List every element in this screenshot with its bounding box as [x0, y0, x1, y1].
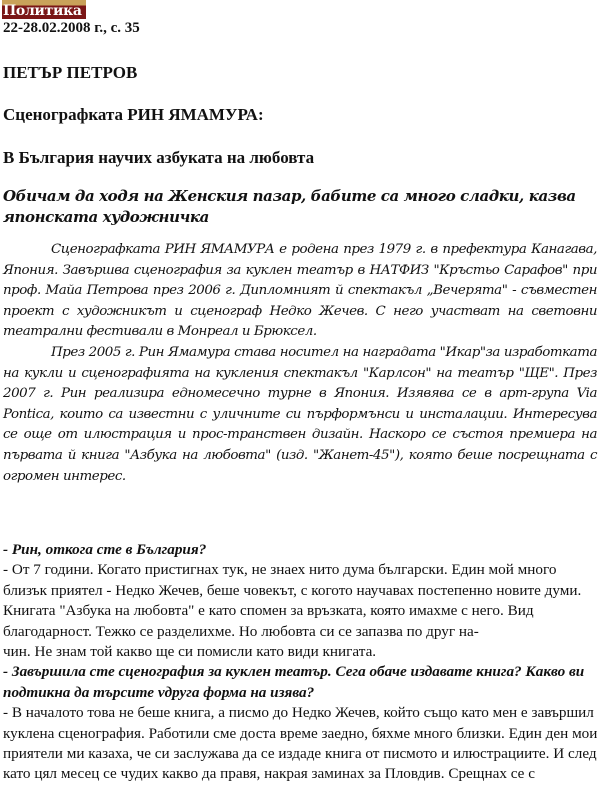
headline-primary: Сценографката РИН ЯМАМУРА: — [3, 105, 264, 124]
intro-paragraph: През 2005 г. Рин Ямамура става носител на наградата "Икар"за изработката на кукли и сценографията на кукления спектакъл "Карлсон" на театър "ЩЕ". През 2007 г. Рин реализира едномесечно турне в Япония. Изявява се в арт-група Via Pontica, които са известни с уличните си пърформънси и инсталации. Интересува се още от илюстрация и прос-транствен дизайн. Наскоро се състоя премиера на първата й книга "Азбука на любовта" (изд. "Жанет-45"), която беше посрещната с огромен интерес. — [3, 344, 597, 484]
interview-answer: - В началото това не беше книга, а писмо до Недко Жечев, който също като мен е завършил куклена сценография. Работили сме доста време заедно, бяхме много близки. Един ден мои приятели ми казаха, че си заслужава да се издаде книга от писмото и илюстрациите. И след като цял месец се чудих какво да правя, накрая заминах за Пловдив. Срещнах се с — [3, 704, 598, 783]
intro-paragraph: Сценографката РИН ЯМАМУРА е родена през 1979 г. в префектура Канагава, Япония. Завършва сценография за куклен театър в НАТФИЗ "Кръстьо Сарафов" при проф. Майа Петрова през 2006 г. Дипломният й спектакъл „Вечерята" - съвместен проект с художникът и сценограф Недко Жечев. С него участват на световни театрални фестивали в Монреал и Брюксел. — [3, 242, 597, 340]
intro-section — [3, 240, 597, 487]
interview-answer: - От 7 години. Когато пристигнах тук, не знаех нито дума български. Един мой много близък приятел - Недко Жечев, беше човекът, с когото научавах постепенно новите думи. Книгата "Азбука на любовта" е като спомен за връзката, която имахме с него. Вид благодарност. Тежко се разделихме. Но любовта си се запазва по друг на- — [3, 561, 582, 640]
subheadline: Обичам да ходя на Женския пазар, бабите са много сладки, казва японската художничка — [3, 187, 576, 226]
interview-section — [3, 540, 599, 785]
interview-question: - Рин, откога сте в България? — [3, 541, 207, 558]
author-name: ПЕТЪР ПЕТРОВ — [3, 63, 138, 82]
publication-dateline: 22-28.02.2008 г., с. 35 — [3, 20, 140, 36]
interview-question: - Завършила сте сценография за куклен театър. Сега обаче издавате книга? Какво ви подтикна да търсите vдруга форма на изява? — [3, 663, 585, 701]
politika-logo: Политика — [2, 0, 86, 19]
interview-answer: чин. Не знам той какво ще си помисли като види книгата. — [3, 643, 377, 661]
headline-secondary: В България научих азбуката на любовта — [3, 148, 315, 167]
